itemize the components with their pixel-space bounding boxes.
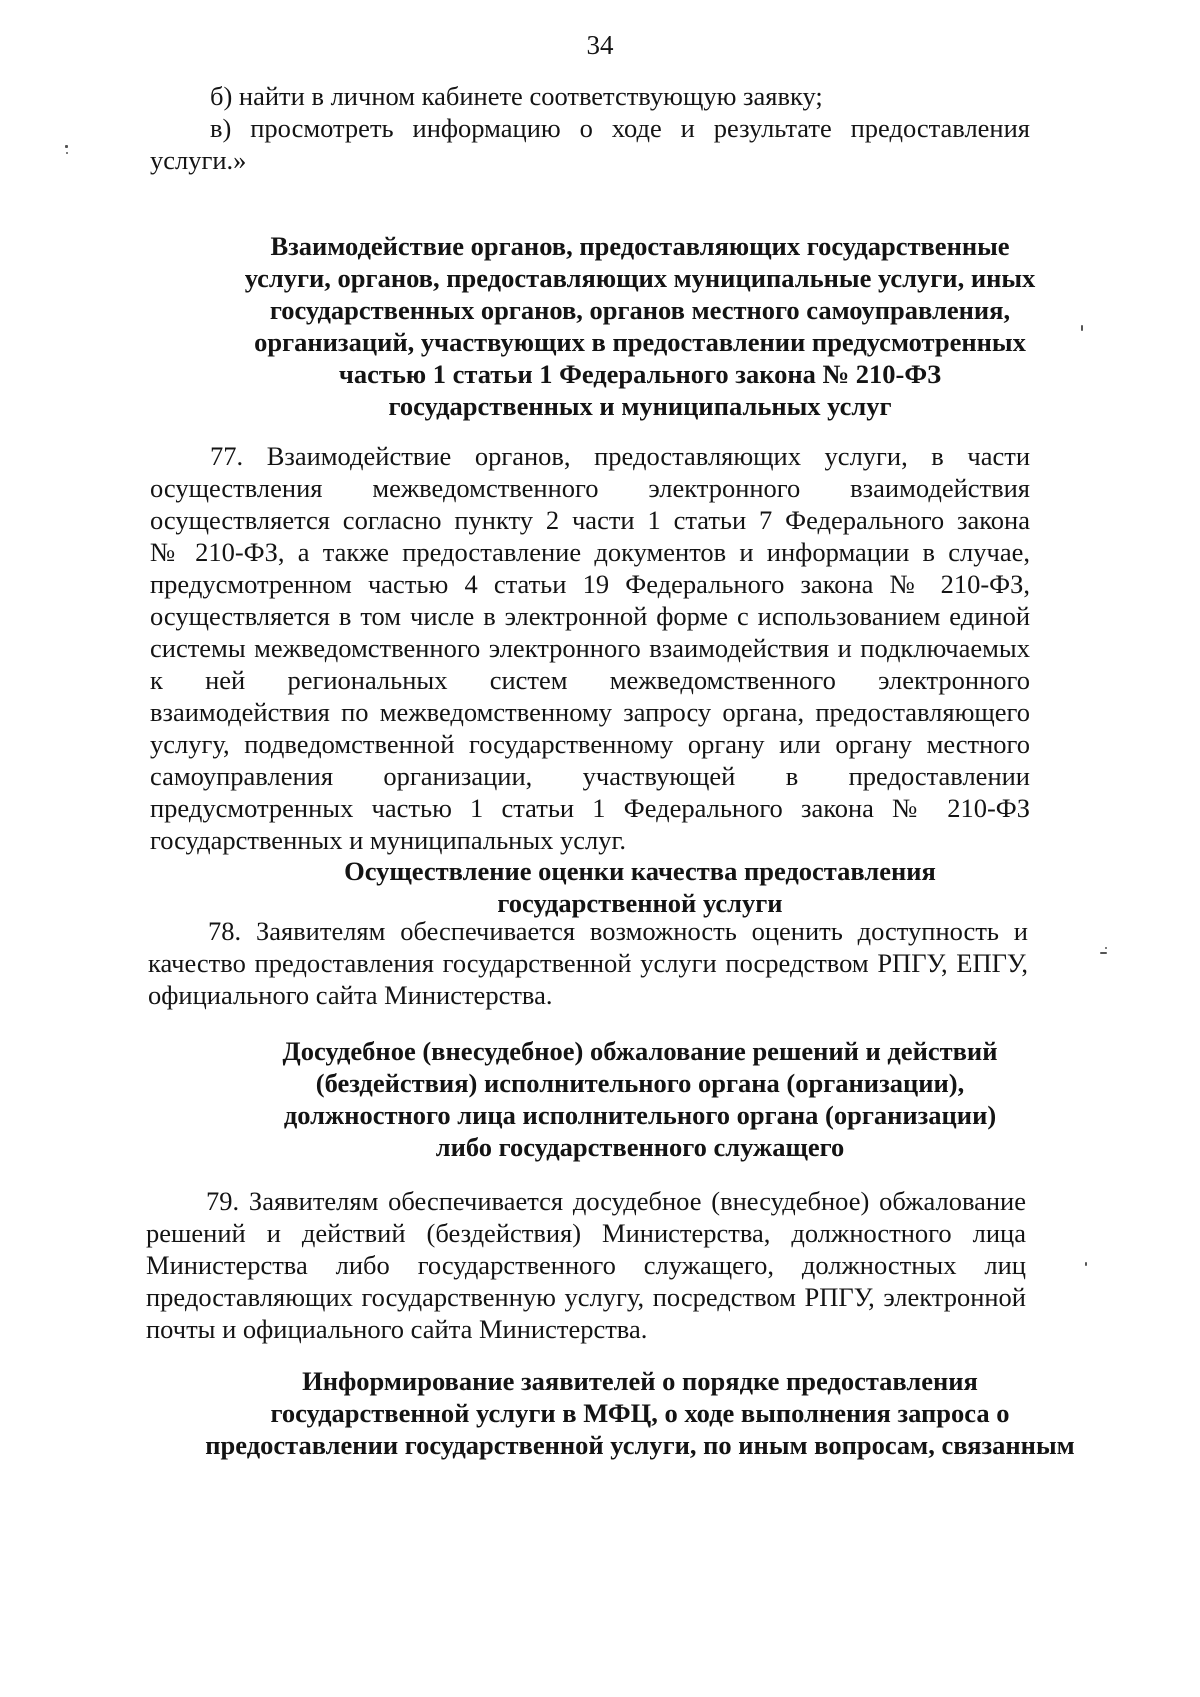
heading-line: государственных и муниципальных услуг [388, 391, 892, 421]
scan-speck [1105, 947, 1107, 949]
heading-line: Осуществление оценки качества предоставления [344, 856, 936, 886]
heading-line: Информирование заявителей о порядке предоставления [302, 1366, 978, 1396]
paragraph-line: предусмотренном частью 4 статьи 19 Федерального закона № 210-ФЗ, [150, 569, 1030, 599]
paragraph-79 [146, 1185, 1026, 1345]
paragraph-line: № 210-ФЗ, а также предоставление документов и информации в случае, [150, 537, 1030, 567]
paragraph-line: осуществляется в том числе в электронной форме с использованием единой [150, 601, 1030, 631]
heading-line: Досудебное (внесудебное) обжалование решений и действий [282, 1036, 998, 1066]
paragraph-line: осуществления межведомственного электронного взаимодействия [150, 473, 1030, 503]
paragraph-line: Министерства либо государственного служащего, должностных лиц [146, 1250, 1026, 1280]
paragraph-77 [150, 440, 1030, 856]
paragraph-line: предоставляющих государственную услугу, посредством РПГУ, электронной [146, 1282, 1026, 1312]
paragraph-line: 78. Заявителям обеспечивается возможность оценить доступность и [208, 916, 1028, 946]
heading-line: Взаимодействие органов, предоставляющих государственные [270, 231, 1010, 261]
heading-line: должностного лица исполнительного органа (организации) [283, 1100, 997, 1130]
section-heading-interaction [150, 230, 1130, 422]
scan-speck [66, 152, 68, 154]
heading-line: услуги, органов, предоставляющих муниципальные услуги, иных [244, 263, 1036, 293]
paragraph-line: 77. Взаимодействие органов, предоставляющих услуги, в части [210, 441, 1030, 471]
paragraph-line: системы межведомственного электронного взаимодействия и подключаемых [150, 633, 1030, 663]
paragraph-line: решений и действий (бездействия) Министерства, должностного лица [146, 1218, 1026, 1248]
section-heading-quality [150, 855, 1130, 919]
paragraph-line: почты и официального сайта Министерства. [146, 1314, 648, 1344]
paragraph-line: официального сайта Министерства. [148, 980, 553, 1010]
scan-speck [1081, 325, 1083, 331]
heading-line: государственной услуги [497, 888, 783, 918]
intro-item-v: в) просмотреть информацию о ходе и результате предоставления [210, 113, 1030, 143]
paragraph-line: осуществляется согласно пункту 2 части 1 статьи 7 Федерального закона [150, 505, 1030, 535]
heading-line: либо государственного служащего [435, 1132, 845, 1162]
scan-speck [1085, 1262, 1087, 1266]
section-heading-appeal [150, 1035, 1130, 1163]
paragraph-78 [148, 915, 1028, 1011]
heading-line: государственных органов, органов местного самоуправления, [269, 295, 1011, 325]
scan-speck [1100, 952, 1107, 954]
paragraph-line: самоуправления организации, участвующей в предоставлении [150, 761, 1030, 791]
intro-item-b: б) найти в личном кабинете соответствующую заявку; [210, 81, 823, 111]
paragraph-line: услугу, подведомственной государственному органу или органу местного [150, 729, 1030, 759]
paragraph-line: государственных и муниципальных услуг. [150, 825, 627, 855]
paragraph-line: качество предоставления государственной услуги посредством РПГУ, ЕПГУ, [148, 948, 1028, 978]
heading-line: государственной услуги в МФЦ, о ходе выполнения запроса о [270, 1398, 1010, 1428]
paragraph-line: взаимодействия по межведомственному запросу органа, предоставляющего [150, 697, 1030, 727]
intro-item-v-continuation: услуги.» [150, 145, 247, 175]
heading-line: предоставлении государственной услуги, по иным вопросам, связанным [205, 1430, 1075, 1460]
paragraph-line: предусмотренных частью 1 статьи 1 Федерального закона № 210-ФЗ [150, 793, 1030, 823]
heading-line: (бездействия) исполнительного органа (организации), [315, 1068, 965, 1098]
heading-line: организаций, участвующих в предоставлении предусмотренных [254, 327, 1026, 357]
paragraph-line: 79. Заявителям обеспечивается досудебное (внесудебное) обжалование [206, 1186, 1026, 1216]
scan-speck [65, 145, 68, 148]
intro-list [150, 80, 1030, 176]
heading-line: частью 1 статьи 1 Федерального закона № 210-ФЗ [338, 359, 942, 389]
section-heading-informing [150, 1365, 1130, 1461]
paragraph-line: к ней региональных систем межведомственного электронного [150, 665, 1030, 695]
page-number: 34 [586, 30, 614, 60]
